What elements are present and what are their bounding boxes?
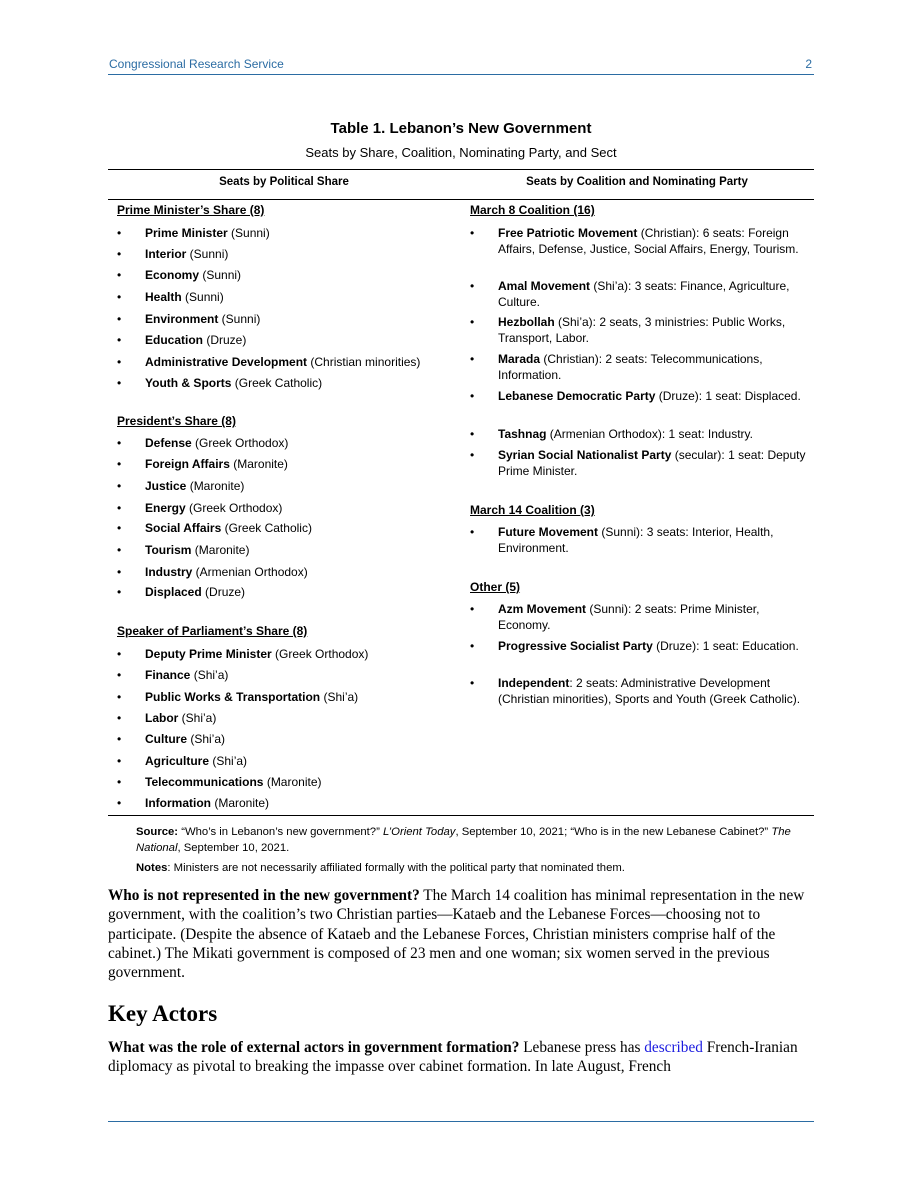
section-heading-key-actors: Key Actors xyxy=(108,1001,218,1026)
paragraph-representation xyxy=(108,886,814,982)
right-column xyxy=(470,203,810,743)
item-name: Labor xyxy=(145,711,179,725)
paragraph-text: Lebanese press has xyxy=(519,1039,645,1056)
bullet-icon: • xyxy=(470,427,475,441)
bullet-icon: • xyxy=(117,312,122,326)
page-number: 2 xyxy=(805,57,812,71)
bullet-icon: • xyxy=(117,355,122,369)
item-name: Energy xyxy=(145,501,186,515)
item-name: Administrative Development xyxy=(145,355,308,369)
bullet-icon: • xyxy=(470,525,475,539)
item-name: Social Affairs xyxy=(145,521,222,535)
paragraph-lead: Who is not represented in the new government? xyxy=(108,887,420,904)
table-top-rule xyxy=(108,169,814,170)
item-name: Deputy Prime Minister xyxy=(145,647,272,661)
bullet-icon: • xyxy=(470,279,475,293)
item-name: Syrian Social Nationalist Party xyxy=(498,448,672,462)
item-name: Prime Minister xyxy=(145,226,228,240)
bullet-icon: • xyxy=(117,647,122,661)
page-footer-rule xyxy=(108,1121,814,1122)
header-org: Congressional Research Service xyxy=(109,57,284,71)
bullet-icon: • xyxy=(117,376,122,390)
item-detail: (Shi’a) xyxy=(178,711,217,725)
item-name: Finance xyxy=(145,668,191,682)
item-detail: (Greek Orthodox) xyxy=(191,436,289,450)
item-name: Agriculture xyxy=(145,754,210,768)
notes-label: Notes xyxy=(136,862,168,874)
source-text-1: “Who’s in Lebanon’s new government?” xyxy=(178,826,383,838)
bullet-icon: • xyxy=(470,639,475,653)
item-name: Public Works & Transportation xyxy=(145,690,321,704)
item-detail: (Armenian Orthodox): 1 seat: Industry. xyxy=(546,427,753,441)
bullet-icon: • xyxy=(117,479,122,493)
paragraph-external-actors xyxy=(108,1038,814,1077)
item-name: Defense xyxy=(145,436,192,450)
col-header-left: Seats by Political Share xyxy=(219,176,349,188)
table-title: Table 1. Lebanon’s New Government xyxy=(330,120,592,137)
item-name: Azm Movement xyxy=(498,602,587,616)
item-name: Justice xyxy=(145,479,187,493)
bullet-icon: • xyxy=(117,754,122,768)
item-detail: (Christian): 6 seats: Foreign Affairs, Defense, Justice, Social Affairs, Energy, Tourism. xyxy=(498,226,799,256)
bullet-icon: • xyxy=(117,521,122,535)
item-detail: (Druze): 1 seat: Displaced. xyxy=(655,389,801,403)
item-detail: (Christian minorities) xyxy=(307,355,421,369)
item-detail: (Greek Catholic) xyxy=(221,521,312,535)
source-publication-1: L’Orient Today xyxy=(383,826,456,838)
table-notes xyxy=(136,860,796,876)
item-detail: (Shi’a) xyxy=(320,690,359,704)
bullet-icon: • xyxy=(117,565,122,579)
item-detail: (Sunni) xyxy=(199,268,242,282)
left-column xyxy=(117,203,457,815)
item-detail: (Maronite) xyxy=(229,457,288,471)
bullet-icon: • xyxy=(117,668,122,682)
item-name: Interior xyxy=(145,247,187,261)
bullet-icon: • xyxy=(470,226,475,240)
item-detail: (Maronite) xyxy=(263,775,322,789)
march14-heading: March 14 Coalition (3) xyxy=(470,503,595,517)
item-name: Future Movement xyxy=(498,525,599,539)
bullet-icon: • xyxy=(117,333,122,347)
item-detail: (Maronite) xyxy=(191,543,250,557)
item-name: Industry xyxy=(145,565,193,579)
item-name: Hezbollah xyxy=(498,315,555,329)
item-detail: : 2 seats: Administrative Development (Christian minorities), Sports and Youth (Greek Catholic). xyxy=(498,676,801,706)
bullet-icon: • xyxy=(117,711,122,725)
bullet-icon: • xyxy=(470,315,475,329)
source-label: Source: xyxy=(136,826,179,838)
paragraph-text: The March 14 coalition has minimal representation in the new government, with the coalition’s two Christian parties—Kataeb and the Lebanese Forces—choosing not to participate. (Despite the absence of Kataeb and the Lebanese Forces, Christian ministers comprise half of the cabinet.) The Mikati government is composed of 23 men and one woman; six women served in the previous government. xyxy=(108,887,805,982)
item-detail: (Greek Orthodox) xyxy=(185,501,283,515)
bullet-icon: • xyxy=(470,602,475,616)
source-publication-2: The National xyxy=(136,826,791,854)
item-name: Information xyxy=(145,796,211,810)
pm-share-heading: Prime Minister’s Share (8) xyxy=(117,203,265,217)
other-heading: Other (5) xyxy=(470,580,521,594)
bullet-icon: • xyxy=(117,543,122,557)
table-source xyxy=(136,824,796,856)
item-detail: (Sunni): 2 seats: Prime Minister, Economy. xyxy=(498,602,760,632)
item-detail: (Shi’a) xyxy=(190,668,229,682)
bullet-icon: • xyxy=(117,501,122,515)
item-detail: (Sunni) xyxy=(181,290,224,304)
bullet-icon: • xyxy=(117,775,122,789)
item-detail: (Sunni): 3 seats: Interior, Health, Environment. xyxy=(498,525,774,555)
item-detail: (secular): 1 seat: Deputy Prime Minister. xyxy=(498,448,806,478)
item-detail: (Druze): 1 seat: Education. xyxy=(652,639,799,653)
item-name: Environment xyxy=(145,312,219,326)
item-name: Culture xyxy=(145,732,187,746)
bullet-icon: • xyxy=(470,448,475,462)
table-header-rule xyxy=(108,199,814,200)
item-detail: (Maronite) xyxy=(211,796,270,810)
item-detail: (Shi’a) xyxy=(209,754,248,768)
item-name: Free Patriotic Movement xyxy=(498,226,638,240)
item-detail: (Christian): 2 seats: Telecommunications, Information. xyxy=(498,352,763,382)
item-detail: (Armenian Orthodox) xyxy=(192,565,308,579)
bullet-icon: • xyxy=(117,690,122,704)
item-detail: (Greek Orthodox) xyxy=(271,647,369,661)
item-name: Amal Movement xyxy=(498,279,591,293)
item-detail: (Druze) xyxy=(203,333,247,347)
bullet-icon: • xyxy=(117,226,122,240)
bullet-icon: • xyxy=(117,796,122,810)
item-name: Education xyxy=(145,333,204,347)
item-detail: (Greek Catholic) xyxy=(231,376,323,390)
notes-text: : Ministers are not necessarily affiliated formally with the political party that nominated them. xyxy=(167,862,625,874)
bullet-icon: • xyxy=(117,585,122,599)
speaker-share-heading: Speaker of Parliament’s Share (8) xyxy=(117,624,308,638)
item-name: Tashnag xyxy=(498,427,547,441)
item-detail: (Shi’a): 2 seats, 3 ministries: Public Works, Transport, Labor. xyxy=(498,315,786,345)
bullet-icon: • xyxy=(117,732,122,746)
item-name: Tourism xyxy=(145,543,192,557)
item-detail: (Sunni) xyxy=(186,247,229,261)
item-name: Progressive Socialist Party xyxy=(498,639,653,653)
item-detail: (Sunni) xyxy=(227,226,270,240)
source-text-3: , September 10, 2021. xyxy=(177,842,290,854)
bullet-icon: • xyxy=(117,290,122,304)
item-detail: (Maronite) xyxy=(186,479,245,493)
item-name: Foreign Affairs xyxy=(145,457,230,471)
bullet-icon: • xyxy=(117,268,122,282)
item-name: Displaced xyxy=(145,585,202,599)
item-detail: (Shi’a) xyxy=(187,732,226,746)
item-name: Health xyxy=(145,290,182,304)
item-name: Economy xyxy=(145,268,200,282)
paragraph-lead: What was the role of external actors in government formation? xyxy=(108,1039,520,1056)
item-name: Lebanese Democratic Party xyxy=(498,389,656,403)
source-text-2: , September 10, 2021; “Who is in the new Lebanese Cabinet?” xyxy=(455,826,772,838)
item-name: Youth & Sports xyxy=(145,376,232,390)
bullet-icon: • xyxy=(470,389,475,403)
bullet-icon: • xyxy=(470,352,475,366)
bullet-icon: • xyxy=(470,676,475,690)
march8-heading: March 8 Coalition (16) xyxy=(470,203,595,217)
page-header xyxy=(108,57,814,75)
item-detail: (Sunni) xyxy=(218,312,261,326)
item-detail: (Druze) xyxy=(201,585,246,599)
col-header-right: Seats by Coalition and Nominating Party xyxy=(526,176,748,188)
paragraph-text: French-Iranian diplomacy as pivotal to breaking the impasse over cabinet formation. In late August, French xyxy=(108,1039,798,1076)
item-detail: (Shi’a): 3 seats: Finance, Agriculture, Culture. xyxy=(498,279,790,309)
table-bottom-rule xyxy=(108,815,814,816)
president-share-heading: President’s Share (8) xyxy=(117,414,236,428)
bullet-icon: • xyxy=(117,457,122,471)
table-subtitle: Seats by Share, Coalition, Nominating Party, and Sect xyxy=(305,145,617,160)
item-name: Independent xyxy=(498,676,570,690)
bullet-icon: • xyxy=(117,436,122,450)
item-name: Telecommunications xyxy=(145,775,264,789)
described-link[interactable]: described xyxy=(644,1039,703,1056)
item-name: Marada xyxy=(498,352,541,366)
bullet-icon: • xyxy=(117,247,122,261)
